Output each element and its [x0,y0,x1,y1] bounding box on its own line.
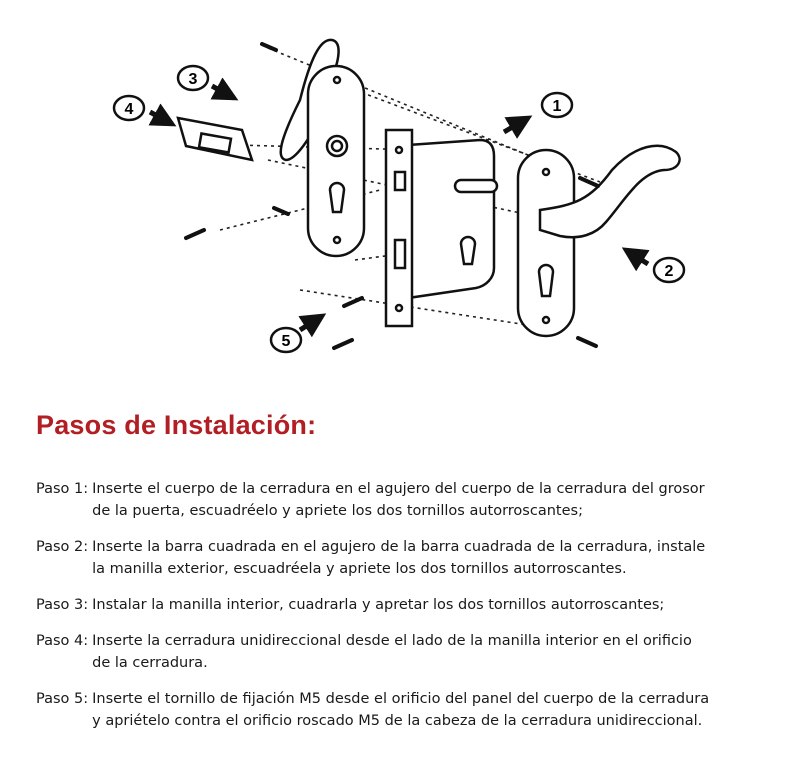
callout-4-label: 4 [124,101,134,118]
step-2 [36,536,776,580]
callout-3-label: 3 [188,71,198,88]
step-label: Paso 5: [36,691,89,707]
step-1 [36,478,776,522]
step-text-line: Inserte la barra cuadrada en el agujero de la barra cuadrada de la cerradura, instale [92,539,706,555]
step-label: Paso 2: [36,539,89,555]
step-text [88,594,776,616]
callout-4 [114,96,144,120]
callout-3 [178,66,208,90]
step-text [88,478,776,522]
step-text-line: Instalar la manilla interior, cuadrarla y apretar los dos tornillos autorroscantes; [92,597,665,613]
mortise-lock-body [386,130,497,326]
step-text-line: Inserte el tornillo de fijación M5 desde el orificio del panel del cuerpo de la cerradura [92,691,710,707]
callout-5-label: 5 [281,333,291,350]
step-text-line: y apriételo contra el orificio roscado M5 de la cabeza de la cerradura unidireccional. [92,713,703,729]
lock-installation-diagram [0,0,800,380]
interior-handle-plate [281,40,364,256]
callout-1-label: 1 [552,98,562,115]
one-way-cylinder [178,118,252,160]
step-3 [36,594,776,616]
exterior-handle-plate [518,146,680,336]
callout-2-label: 2 [664,263,674,280]
step-text [88,688,776,732]
step-label: Paso 3: [36,597,89,613]
installation-title: Pasos de Instalación: [36,410,317,440]
installation-steps [36,478,776,746]
step-text-line: la manilla exterior, escuadréela y apriete los dos tornillos autorroscantes. [92,561,627,577]
step-label: Paso 1: [36,481,89,497]
callout-1 [542,93,572,117]
step-4 [36,630,776,674]
step-label: Paso 4: [36,633,89,649]
step-text [88,630,776,674]
callout-5 [271,328,301,352]
step-5 [36,688,776,732]
callout-2 [654,258,684,282]
step-text-line: de la puerta, escuadréelo y apriete los dos tornillos autorroscantes; [92,503,583,519]
step-text-line: Inserte el cuerpo de la cerradura en el agujero del cuerpo de la cerradura del grosor [92,481,705,497]
step-text [88,536,776,580]
step-text-line: Inserte la cerradura unidireccional desde el lado de la manilla interior en el orificio [92,633,692,649]
step-text-line: de la cerradura. [92,655,208,671]
